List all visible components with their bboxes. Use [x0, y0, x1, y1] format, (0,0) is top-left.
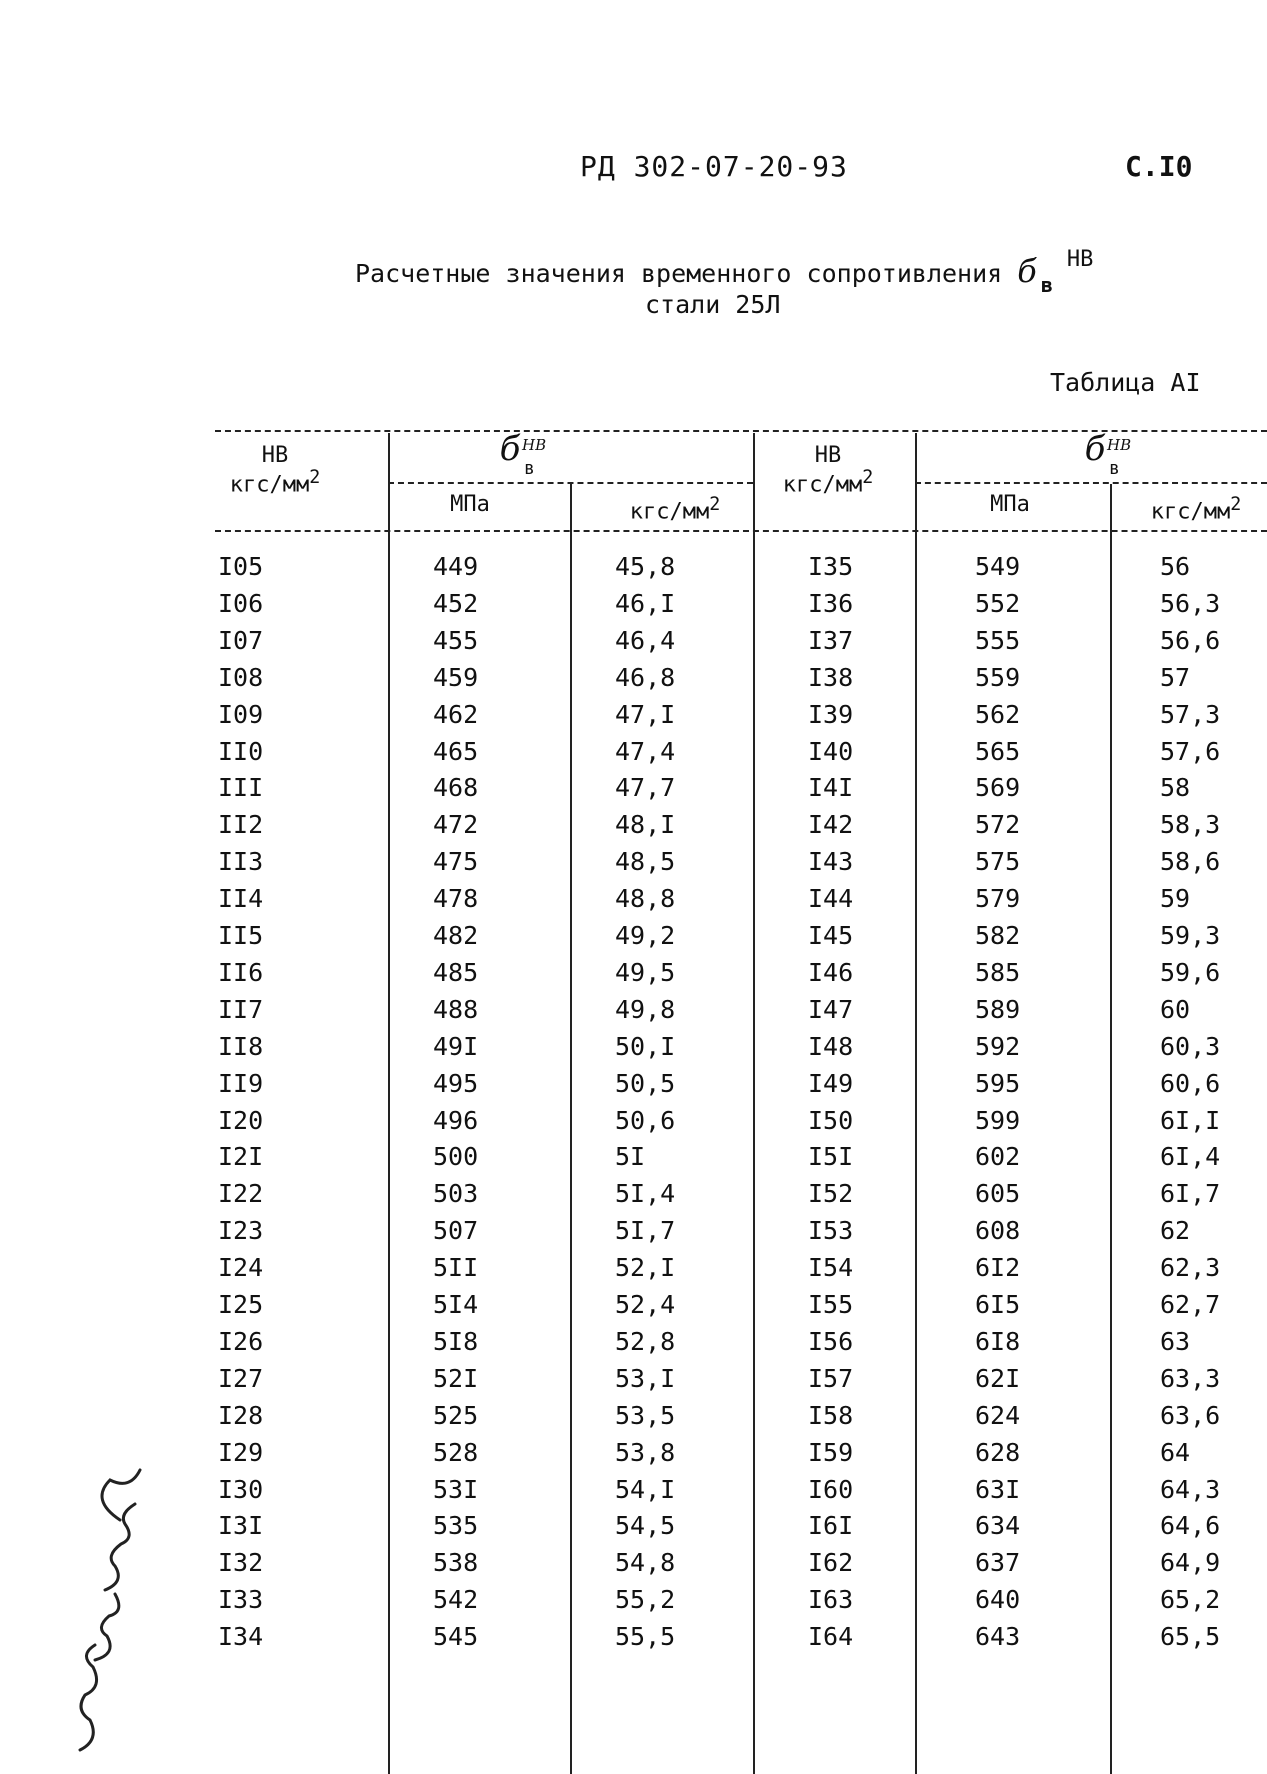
cell-hb-right: I49	[808, 1068, 854, 1098]
cell-mpa-right: 6I8	[975, 1326, 1021, 1356]
cell-mpa: 5II	[433, 1253, 479, 1283]
cell-mpa: 52I	[433, 1363, 479, 1393]
cell-kgs: 45,8	[615, 552, 676, 581]
cell-hb: I06	[218, 588, 264, 618]
cell-kgs: 54,I	[615, 1474, 676, 1504]
cell-mpa: 495	[433, 1068, 479, 1098]
header-hb-unit: кгс/$мм^2$	[782, 467, 874, 498]
cell-hb: II3	[218, 847, 264, 877]
cell-hb: II2	[218, 810, 264, 840]
cell-kgs-right: 59,6	[1160, 957, 1221, 987]
table-row	[0, 773, 1267, 810]
cell-mpa: 535	[433, 1511, 479, 1541]
cell-kgs-right: 58,3	[1160, 810, 1221, 840]
cell-hb: I3I	[218, 1511, 264, 1541]
table-row	[0, 1475, 1267, 1512]
cell-kgs-right: 6I,4	[1160, 1142, 1221, 1172]
cell-kgs: 49,2	[615, 921, 676, 950]
table-row	[0, 552, 1267, 589]
cell-mpa-right: 605	[975, 1179, 1021, 1209]
cell-hb-right: I59	[808, 1437, 854, 1467]
cell-mpa-right: 602	[975, 1142, 1021, 1172]
header-sigma-sub: в	[524, 458, 535, 479]
header-kgs-right: кгс/$мм^2$	[1150, 494, 1242, 525]
cell-kgs-right: 64,6	[1160, 1511, 1221, 1541]
cell-hb-right: I40	[808, 736, 854, 766]
cell-mpa-right: 552	[975, 588, 1021, 618]
cell-hb: I05	[218, 552, 264, 581]
handwritten-note	[20, 1460, 180, 1760]
header-sigma	[470, 429, 550, 482]
table-row	[0, 810, 1267, 847]
cell-mpa-right: 624	[975, 1400, 1021, 1430]
cell-kgs-right: 62	[1160, 1216, 1191, 1246]
table-row	[0, 1216, 1267, 1253]
cell-hb: III	[218, 773, 264, 803]
cell-kgs-right: 56	[1160, 552, 1191, 581]
cell-hb: I24	[218, 1253, 264, 1283]
cell-hb: I28	[218, 1400, 264, 1430]
cell-kgs: 48,5	[615, 847, 676, 877]
table-row	[0, 1253, 1267, 1290]
table-row	[0, 626, 1267, 663]
cell-hb-right: I53	[808, 1216, 854, 1246]
cell-hb-right: I52	[808, 1179, 854, 1209]
cell-kgs-right: 64	[1160, 1437, 1191, 1467]
cell-hb-right: I5I	[808, 1142, 854, 1172]
header-sigma-symbol: б	[1084, 429, 1106, 469]
cell-kgs-right: 58	[1160, 773, 1191, 803]
cell-kgs: 54,8	[615, 1548, 676, 1578]
cell-kgs: 46,4	[615, 625, 676, 655]
header-sigma-sup: НВ	[522, 436, 547, 454]
cell-mpa-right: 572	[975, 810, 1021, 840]
cell-mpa: 49I	[433, 1031, 479, 1061]
header-hb-exp: 2	[309, 467, 321, 488]
cell-mpa-right: 569	[975, 773, 1021, 803]
cell-mpa: 468	[433, 773, 479, 803]
cell-kgs-right: 57,6	[1160, 736, 1221, 766]
cell-hb: I34	[218, 1622, 264, 1652]
cell-hb-right: I35	[808, 552, 854, 581]
cell-hb-right: I6I	[808, 1511, 854, 1541]
table-row	[0, 1142, 1267, 1179]
cell-mpa: 507	[433, 1216, 479, 1246]
cell-mpa: 496	[433, 1105, 479, 1135]
cell-hb: I26	[218, 1326, 264, 1356]
cell-hb-right: I45	[808, 921, 854, 950]
table-top-rule	[215, 430, 1267, 432]
cell-mpa-right: 549	[975, 552, 1021, 581]
cell-mpa: 5I8	[433, 1326, 479, 1356]
cell-mpa: 465	[433, 736, 479, 766]
cell-mpa: 478	[433, 884, 479, 914]
table-row	[0, 847, 1267, 884]
cell-kgs: 55,2	[615, 1585, 676, 1615]
cell-kgs-right: 6I,7	[1160, 1179, 1221, 1209]
cell-hb-right: I63	[808, 1585, 854, 1615]
cell-mpa: 455	[433, 625, 479, 655]
cell-mpa-right: 589	[975, 994, 1021, 1024]
cell-hb-right: I54	[808, 1253, 854, 1283]
cell-hb: I07	[218, 625, 264, 655]
cell-kgs-right: 62,3	[1160, 1253, 1221, 1283]
table-row	[0, 1438, 1267, 1475]
cell-hb-right: I4I	[808, 773, 854, 803]
header-sigma-sup: НВ	[1107, 436, 1132, 454]
cell-mpa-right: 608	[975, 1216, 1021, 1246]
cell-kgs-right: 62,7	[1160, 1290, 1221, 1319]
cell-mpa: 5I4	[433, 1290, 479, 1319]
cell-hb-right: I42	[808, 810, 854, 840]
table-row	[0, 1327, 1267, 1364]
cell-mpa: 459	[433, 662, 479, 692]
cell-hb: I27	[218, 1363, 264, 1393]
cell-hb: I23	[218, 1216, 264, 1246]
cell-hb-right: I55	[808, 1290, 854, 1319]
cell-mpa-right: 62I	[975, 1363, 1021, 1393]
header-sigma-right	[1055, 429, 1135, 482]
cell-hb-right: I36	[808, 588, 854, 618]
cell-mpa-right: 555	[975, 625, 1021, 655]
cell-hb-right: I56	[808, 1326, 854, 1356]
cell-kgs-right: 59	[1160, 884, 1191, 914]
cell-kgs: 53,5	[615, 1400, 676, 1430]
cell-kgs: 53,I	[615, 1363, 676, 1393]
cell-kgs: 52,4	[615, 1290, 676, 1319]
cell-mpa: 503	[433, 1179, 479, 1209]
header-sigma-sub: в	[1109, 458, 1120, 479]
cell-kgs-right: 56,6	[1160, 625, 1221, 655]
cell-hb: I30	[218, 1474, 264, 1504]
cell-hb-right: I50	[808, 1105, 854, 1135]
cell-mpa: 475	[433, 847, 479, 877]
table-row	[0, 1106, 1267, 1143]
document-code: РД 302-07-20-93	[580, 150, 848, 183]
cell-mpa: 545	[433, 1622, 479, 1652]
cell-hb: II9	[218, 1068, 264, 1098]
cell-hb-right: I64	[808, 1622, 854, 1652]
header-kgs: кгс/$мм^2$	[629, 494, 721, 525]
table-label: Таблица АI	[1050, 368, 1201, 397]
cell-hb-right: I47	[808, 994, 854, 1024]
cell-kgs: 48,8	[615, 884, 676, 914]
cell-hb: II5	[218, 921, 264, 950]
sigma-symbol: б	[1017, 252, 1037, 290]
cell-hb-right: I44	[808, 884, 854, 914]
cell-mpa-right: 643	[975, 1622, 1021, 1652]
cell-kgs: 47,7	[615, 773, 676, 803]
cell-kgs-right: 56,3	[1160, 588, 1221, 618]
cell-kgs: 5I,7	[615, 1216, 676, 1246]
cell-mpa: 462	[433, 699, 479, 729]
cell-mpa-right: 562	[975, 699, 1021, 729]
table-row	[0, 921, 1267, 958]
table-row	[0, 884, 1267, 921]
header-mpa: МПа	[450, 492, 490, 517]
cell-hb: I32	[218, 1548, 264, 1578]
cell-kgs: 54,5	[615, 1511, 676, 1541]
header-hb-right	[768, 445, 888, 496]
page-number: С.I0	[1125, 150, 1193, 183]
header-hb-label: НВ	[814, 443, 842, 468]
cell-kgs-right: 65,5	[1160, 1622, 1221, 1652]
cell-hb: I29	[218, 1437, 264, 1467]
cell-hb-right: I46	[808, 957, 854, 987]
cell-mpa-right: 579	[975, 884, 1021, 914]
cell-hb: I25	[218, 1290, 264, 1319]
cell-hb-right: I60	[808, 1474, 854, 1504]
cell-mpa: 449	[433, 552, 479, 581]
cell-hb-right: I39	[808, 699, 854, 729]
cell-hb: I22	[218, 1179, 264, 1209]
cell-kgs: 52,8	[615, 1326, 676, 1356]
header-sigma-symbol: б	[499, 429, 521, 469]
cell-mpa: 482	[433, 921, 479, 950]
cell-kgs-right: 57,3	[1160, 699, 1221, 729]
cell-mpa-right: 559	[975, 662, 1021, 692]
cell-hb-right: I57	[808, 1363, 854, 1393]
cell-mpa-right: 637	[975, 1548, 1021, 1578]
cell-mpa-right: 63I	[975, 1474, 1021, 1504]
table-row	[0, 1622, 1267, 1659]
cell-kgs: 5I,4	[615, 1179, 676, 1209]
cell-kgs: 50,5	[615, 1068, 676, 1098]
cell-mpa-right: 582	[975, 921, 1021, 950]
cell-mpa: 488	[433, 994, 479, 1024]
cell-mpa-right: 6I5	[975, 1290, 1021, 1319]
cell-hb: II4	[218, 884, 264, 914]
cell-kgs-right: 64,3	[1160, 1474, 1221, 1504]
table-row	[0, 700, 1267, 737]
cell-kgs-right: 64,9	[1160, 1548, 1221, 1578]
cell-hb-right: I43	[808, 847, 854, 877]
cell-hb: I08	[218, 662, 264, 692]
cell-hb-right: I62	[808, 1548, 854, 1578]
header-mpa-right: МПа	[990, 492, 1030, 517]
cell-hb: I20	[218, 1105, 264, 1135]
cell-kgs: 46,I	[615, 588, 676, 618]
cell-kgs: 55,5	[615, 1622, 676, 1652]
cell-mpa-right: 595	[975, 1068, 1021, 1098]
table-row	[0, 1585, 1267, 1622]
cell-kgs: 47,4	[615, 736, 676, 766]
table-row	[0, 958, 1267, 995]
cell-hb: I2I	[218, 1142, 264, 1172]
cell-kgs-right: 63,3	[1160, 1363, 1221, 1393]
cell-mpa: 485	[433, 957, 479, 987]
table-row	[0, 1179, 1267, 1216]
sigma-superscript: НВ	[1066, 247, 1094, 272]
cell-mpa-right: 585	[975, 957, 1021, 987]
table-row	[0, 1548, 1267, 1585]
table-row	[0, 737, 1267, 774]
cell-kgs-right: 60	[1160, 994, 1191, 1024]
cell-kgs: 50,I	[615, 1031, 676, 1061]
cell-mpa-right: 634	[975, 1511, 1021, 1541]
cell-kgs-right: 60,3	[1160, 1031, 1221, 1061]
cell-mpa: 53I	[433, 1474, 479, 1504]
table-row	[0, 1290, 1267, 1327]
title-text: Расчетные значения временного сопротивления	[355, 259, 1003, 288]
cell-mpa-right: 592	[975, 1031, 1021, 1061]
cell-kgs-right: 57	[1160, 662, 1191, 692]
cell-hb-right: I37	[808, 625, 854, 655]
header-kgs-exp: 2	[1230, 494, 1242, 515]
cell-kgs: 5I	[615, 1142, 646, 1172]
table-row	[0, 1364, 1267, 1401]
cell-mpa-right: 565	[975, 736, 1021, 766]
cell-hb: II8	[218, 1031, 264, 1061]
cell-kgs-right: 63,6	[1160, 1400, 1221, 1430]
cell-kgs: 52,I	[615, 1253, 676, 1283]
cell-hb: I09	[218, 699, 264, 729]
cell-hb-right: I48	[808, 1031, 854, 1061]
cell-mpa-right: 628	[975, 1437, 1021, 1467]
table-subheader-rule	[915, 482, 1267, 484]
header-hb-exp: 2	[862, 467, 874, 488]
header-kgs-exp: 2	[709, 494, 721, 515]
cell-hb: II6	[218, 957, 264, 987]
cell-mpa-right: 599	[975, 1105, 1021, 1135]
cell-hb-right: I58	[808, 1400, 854, 1430]
cell-kgs: 49,5	[615, 957, 676, 987]
cell-mpa: 538	[433, 1548, 479, 1578]
header-hb	[215, 445, 335, 496]
cell-hb: II0	[218, 736, 264, 766]
cell-kgs-right: 59,3	[1160, 921, 1221, 950]
cell-kgs: 47,I	[615, 699, 676, 729]
table-row	[0, 1069, 1267, 1106]
cell-mpa: 472	[433, 810, 479, 840]
header-hb-label: НВ	[261, 443, 289, 468]
cell-kgs-right: 63	[1160, 1326, 1191, 1356]
cell-mpa-right: 6I2	[975, 1253, 1021, 1283]
cell-kgs: 50,6	[615, 1105, 676, 1135]
table-row	[0, 1511, 1267, 1548]
cell-mpa-right: 640	[975, 1585, 1021, 1615]
sigma-subscript: в	[1040, 273, 1053, 297]
table-row	[0, 663, 1267, 700]
page-title	[355, 247, 1094, 297]
header-hb-unit: кгс/$мм^2$	[229, 467, 321, 498]
cell-mpa: 525	[433, 1400, 479, 1430]
cell-kgs-right: 60,6	[1160, 1068, 1221, 1098]
table-row	[0, 995, 1267, 1032]
cell-mpa: 452	[433, 588, 479, 618]
table-row	[0, 1032, 1267, 1069]
cell-kgs: 53,8	[615, 1437, 676, 1467]
cell-kgs-right: 58,6	[1160, 847, 1221, 877]
cell-hb-right: I38	[808, 662, 854, 692]
cell-mpa: 542	[433, 1585, 479, 1615]
cell-mpa: 528	[433, 1437, 479, 1467]
table-row	[0, 589, 1267, 626]
cell-mpa-right: 575	[975, 847, 1021, 877]
table-row	[0, 1401, 1267, 1438]
cell-hb: I33	[218, 1585, 264, 1615]
cell-mpa: 500	[433, 1142, 479, 1172]
page-subtitle: стали 25Л	[645, 290, 781, 319]
cell-kgs: 48,I	[615, 810, 676, 840]
cell-kgs: 46,8	[615, 662, 676, 692]
cell-kgs-right: 65,2	[1160, 1585, 1221, 1615]
cell-hb: II7	[218, 994, 264, 1024]
cell-kgs-right: 6I,I	[1160, 1105, 1221, 1135]
cell-kgs: 49,8	[615, 994, 676, 1024]
